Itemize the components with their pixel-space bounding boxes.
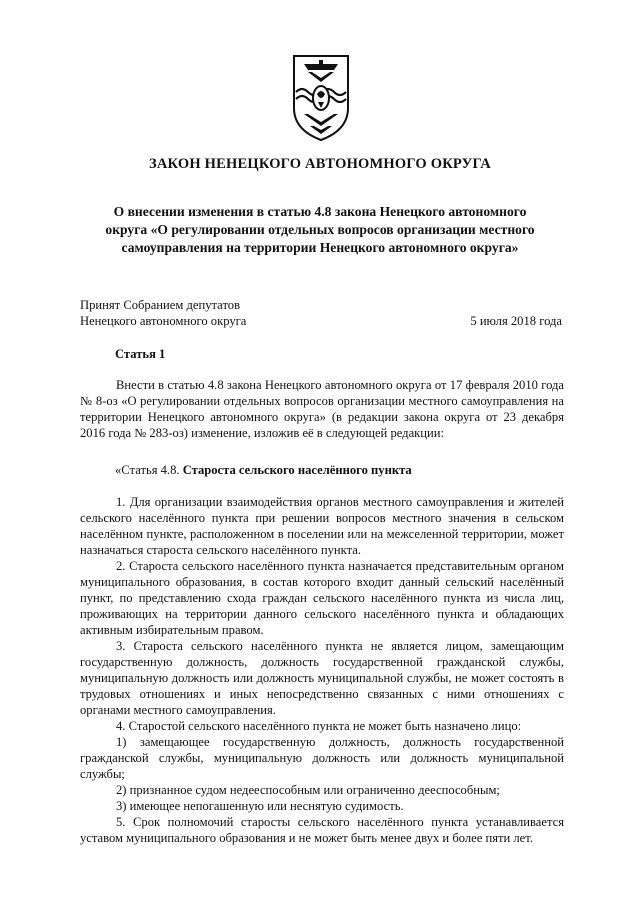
subtitle-line: округа «О регулировании отдельных вопросов организации местного bbox=[105, 222, 535, 237]
subpoint-2: 2) признанное судом недееспособным или ограниченно дееспособным; bbox=[116, 783, 500, 797]
article-4-8-prefix: «Статья 4.8. bbox=[115, 463, 183, 477]
point-5: 5. Срок полномочий старосты сельского населённого пункта устанавливается уставом муниципального образования и не может быть менее двух и более пяти лет. bbox=[80, 815, 564, 845]
subpoint-3: 3) имеющее непогашенную или неснятую судимость. bbox=[116, 799, 404, 813]
subpoint-1: 1) замещающее государственную должность, должность государственной гражданской службы, муниципальную должность или должность муниципальной службы; bbox=[80, 735, 564, 781]
law-subtitle bbox=[70, 203, 570, 257]
point-1: 1. Для организации взаимодействия органов местного самоуправления и жителей сельского населённого пункта при решении вопросов местного значения в сельском населённом пункте, расположенном в поселении или на межселенной территории, может назначаться староста сельского населённого пункта. bbox=[80, 495, 564, 557]
article-4-8-heading bbox=[115, 462, 412, 478]
point-3: 3. Староста сельского населённого пункта не является лицом, замещающим государственную должность, должность государственной гражданской службы, муниципальную должность или должность муниципальной службы, не может состоять в трудовых отношениях и иных непосредственно связанных с ними отношениях с органами местного самоуправления. bbox=[80, 639, 564, 717]
coat-of-arms-emblem bbox=[290, 52, 352, 144]
article-points bbox=[80, 494, 564, 846]
law-title: ЗАКОН НЕНЕЦКОГО АВТОНОМНОГО ОКРУГА bbox=[149, 156, 491, 172]
subtitle-line: О внесении изменения в статью 4.8 закона Ненецкого автономного bbox=[113, 204, 527, 219]
adoption-block bbox=[80, 297, 340, 329]
subtitle-line: самоуправления на территории Ненецкого автономного округа» bbox=[121, 240, 519, 255]
paragraph-text: Внести в статью 4.8 закона Ненецкого автономного округа от 17 февраля 2010 года № 8-оз «О регулировании отдельных вопросов организации местного самоуправления на территории Ненецкого автономного округа» (в редакции закона округа от 23 декабря 2016 года № 283-оз) изменение, изложив её в следующей редакции: bbox=[80, 378, 564, 440]
adoption-date: 5 июля 2018 года bbox=[470, 314, 562, 328]
article-4-8-title: Староста сельского населённого пункта bbox=[182, 463, 412, 477]
point-2: 2. Староста сельского населённого пункта назначается представительным органом муниципального образования, в состав которого входит данный сельский населённый пункт, по представлению схода граждан сельского населённого пункта из числа лиц, проживающих на территории данного сельского населённого пункта и обладающих активным избирательным правом. bbox=[80, 559, 564, 637]
point-4: 4. Старостой сельского населённого пункта не может быть назначено лицо: bbox=[116, 719, 522, 733]
article-heading: Статья 1 bbox=[115, 347, 166, 361]
adopted-by-line: Ненецкого автономного округа bbox=[80, 314, 247, 328]
intro-paragraph bbox=[80, 377, 564, 441]
adopted-by-line: Принят Собранием депутатов bbox=[80, 298, 241, 312]
